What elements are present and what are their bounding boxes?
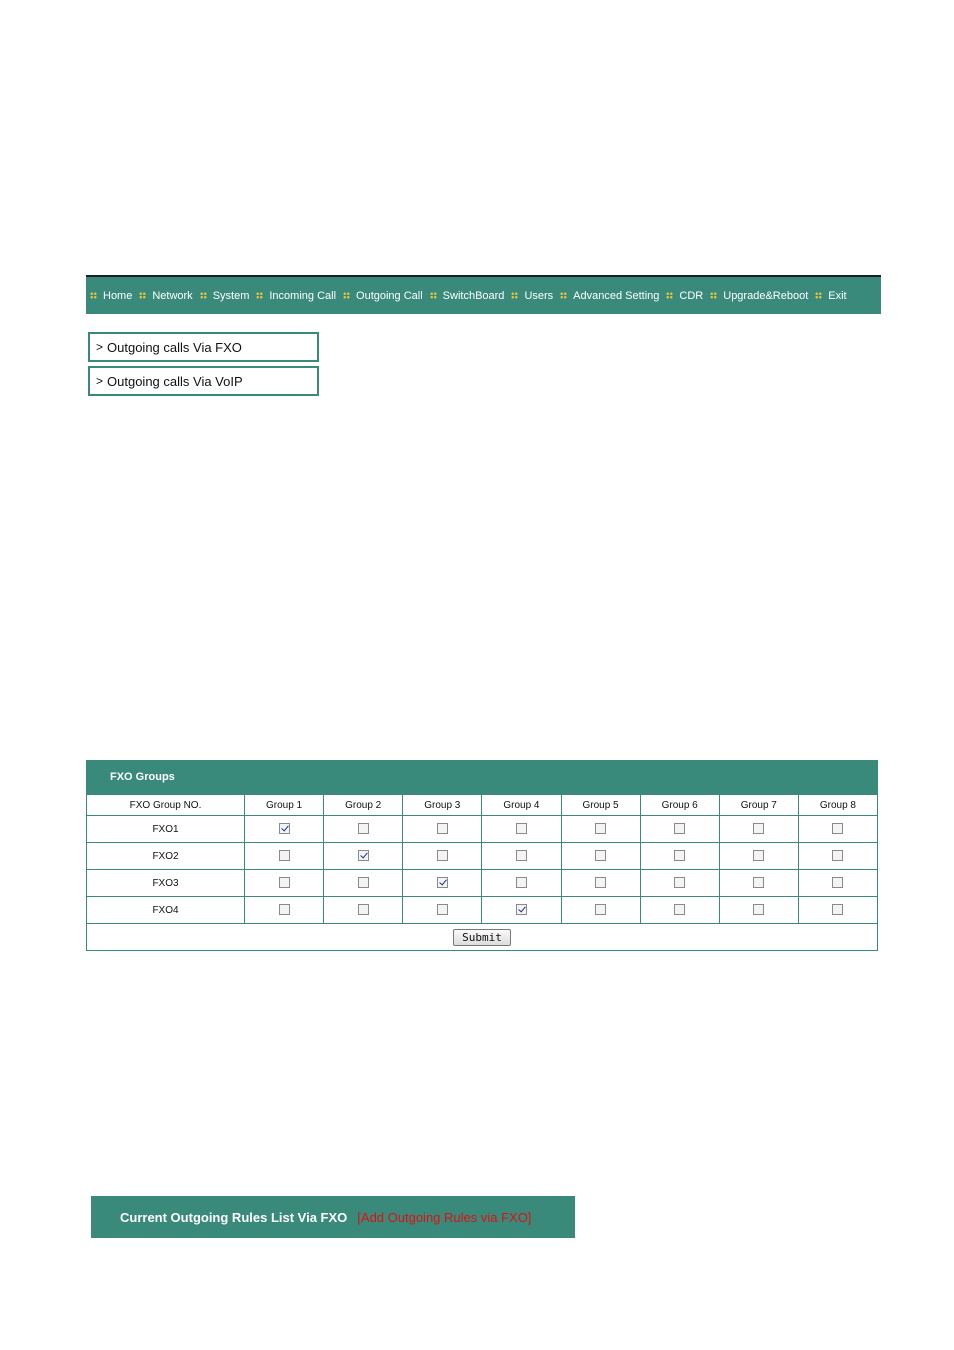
nav-label: System xyxy=(212,289,250,302)
group-cell xyxy=(640,816,719,843)
group-cell xyxy=(798,870,877,897)
group-checkbox[interactable] xyxy=(595,904,606,915)
submenu-outgoing-via-voip[interactable] xyxy=(88,366,319,396)
group-checkbox[interactable] xyxy=(279,823,290,834)
group-checkbox[interactable] xyxy=(437,877,448,888)
fxo-groups-panel xyxy=(86,760,878,951)
nav-item-users[interactable] xyxy=(511,290,553,302)
group-cell xyxy=(719,897,798,924)
group-cell xyxy=(245,843,324,870)
nav-item-outgoing-call[interactable] xyxy=(343,290,423,302)
fxo-port-name: FXO2 xyxy=(87,843,245,870)
bullet-icon xyxy=(815,292,822,299)
bullet-icon xyxy=(710,292,717,299)
group-cell xyxy=(798,816,877,843)
nav-label: Exit xyxy=(828,289,847,302)
table-row xyxy=(87,816,878,843)
group-checkbox[interactable] xyxy=(832,823,843,834)
group-cell xyxy=(719,870,798,897)
nav-item-cdr[interactable] xyxy=(666,290,703,302)
fxo-port-name: FXO1 xyxy=(87,816,245,843)
arrow-icon: > xyxy=(96,374,104,388)
group-cell xyxy=(245,897,324,924)
group-cell xyxy=(324,897,403,924)
bullet-icon xyxy=(430,292,437,299)
group-checkbox[interactable] xyxy=(437,904,448,915)
column-header: Group 8 xyxy=(798,795,877,816)
group-cell xyxy=(324,870,403,897)
group-cell xyxy=(245,870,324,897)
bullet-icon xyxy=(200,292,207,299)
group-checkbox[interactable] xyxy=(753,904,764,915)
group-cell xyxy=(798,843,877,870)
group-cell xyxy=(403,843,482,870)
group-cell xyxy=(482,843,561,870)
group-cell xyxy=(561,870,640,897)
nav-item-incoming-call[interactable] xyxy=(256,290,336,302)
submenu-label: Outgoing calls Via FXO xyxy=(107,339,242,355)
group-checkbox[interactable] xyxy=(279,850,290,861)
table-row xyxy=(87,843,878,870)
nav-item-upgrade-reboot[interactable] xyxy=(710,290,808,302)
table-row xyxy=(87,870,878,897)
column-header: FXO Group NO. xyxy=(87,795,245,816)
group-checkbox[interactable] xyxy=(516,904,527,915)
group-cell xyxy=(640,897,719,924)
bullet-icon xyxy=(511,292,518,299)
fxo-groups-table xyxy=(86,794,878,951)
group-checkbox[interactable] xyxy=(674,877,685,888)
submenu-label: Outgoing calls Via VoIP xyxy=(107,373,243,389)
column-header: Group 2 xyxy=(324,795,403,816)
bullet-icon xyxy=(560,292,567,299)
group-cell xyxy=(482,816,561,843)
submenu-outgoing-via-fxo[interactable] xyxy=(88,332,319,362)
nav-item-switchboard[interactable] xyxy=(430,290,505,302)
group-checkbox[interactable] xyxy=(279,904,290,915)
group-checkbox[interactable] xyxy=(358,904,369,915)
group-checkbox[interactable] xyxy=(516,877,527,888)
nav-label: Incoming Call xyxy=(269,289,337,302)
column-header: Group 7 xyxy=(719,795,798,816)
nav-item-home[interactable] xyxy=(90,290,132,302)
group-cell xyxy=(482,897,561,924)
fxo-port-name: FXO4 xyxy=(87,897,245,924)
group-checkbox[interactable] xyxy=(437,823,448,834)
column-header: Group 3 xyxy=(403,795,482,816)
arrow-icon: > xyxy=(96,340,104,354)
group-checkbox[interactable] xyxy=(674,823,685,834)
group-checkbox[interactable] xyxy=(674,904,685,915)
submit-cell xyxy=(87,924,878,951)
group-checkbox[interactable] xyxy=(753,877,764,888)
group-cell xyxy=(245,816,324,843)
group-cell xyxy=(640,843,719,870)
group-checkbox[interactable] xyxy=(674,850,685,861)
group-cell xyxy=(403,897,482,924)
group-cell xyxy=(640,870,719,897)
group-cell xyxy=(798,897,877,924)
group-cell xyxy=(719,843,798,870)
nav-item-exit[interactable] xyxy=(815,290,846,302)
group-checkbox[interactable] xyxy=(279,877,290,888)
nav-label: Home xyxy=(103,289,133,302)
group-checkbox[interactable] xyxy=(358,877,369,888)
group-checkbox[interactable] xyxy=(832,850,843,861)
nav-label: Advanced Setting xyxy=(573,289,660,302)
column-header: Group 4 xyxy=(482,795,561,816)
table-row xyxy=(87,897,878,924)
group-checkbox[interactable] xyxy=(595,823,606,834)
group-cell xyxy=(719,816,798,843)
nav-label: Upgrade&Reboot xyxy=(723,289,809,302)
group-cell xyxy=(561,843,640,870)
group-cell xyxy=(403,870,482,897)
group-checkbox[interactable] xyxy=(753,850,764,861)
submit-button[interactable]: Submit xyxy=(453,929,511,946)
table-header-row xyxy=(87,795,878,816)
add-outgoing-rule-link[interactable]: [Add Outgoing Rules via FXO] xyxy=(357,1209,532,1225)
top-nav-bar xyxy=(86,275,881,314)
nav-label: Users xyxy=(524,289,554,302)
nav-label: Outgoing Call xyxy=(356,289,423,302)
submit-row xyxy=(87,924,878,951)
bullet-icon xyxy=(666,292,673,299)
nav-label: Network xyxy=(152,289,193,302)
group-checkbox[interactable] xyxy=(437,850,448,861)
bullet-icon xyxy=(90,292,97,299)
bullet-icon xyxy=(139,292,146,299)
column-header: Group 6 xyxy=(640,795,719,816)
group-cell xyxy=(403,816,482,843)
nav-label: SwitchBoard xyxy=(442,289,505,302)
rules-title: Current Outgoing Rules List Via FXO xyxy=(120,1209,348,1225)
group-cell xyxy=(324,816,403,843)
bullet-icon xyxy=(256,292,263,299)
group-cell xyxy=(561,816,640,843)
nav-item-advanced-setting[interactable] xyxy=(560,290,659,302)
group-checkbox[interactable] xyxy=(358,850,369,861)
group-cell xyxy=(482,870,561,897)
group-checkbox[interactable] xyxy=(832,904,843,915)
column-header: Group 5 xyxy=(561,795,640,816)
nav-label: CDR xyxy=(679,289,704,302)
group-checkbox[interactable] xyxy=(753,823,764,834)
group-checkbox[interactable] xyxy=(595,850,606,861)
group-checkbox[interactable] xyxy=(516,850,527,861)
group-checkbox[interactable] xyxy=(358,823,369,834)
group-checkbox[interactable] xyxy=(595,877,606,888)
fxo-port-name: FXO3 xyxy=(87,870,245,897)
group-checkbox[interactable] xyxy=(516,823,527,834)
nav-item-network[interactable] xyxy=(139,290,192,302)
outgoing-rules-header xyxy=(91,1196,575,1238)
group-cell xyxy=(324,843,403,870)
group-cell xyxy=(561,897,640,924)
panel-title: FXO Groups xyxy=(86,760,878,794)
column-header: Group 1 xyxy=(245,795,324,816)
bullet-icon xyxy=(343,292,350,299)
group-checkbox[interactable] xyxy=(832,877,843,888)
nav-item-system[interactable] xyxy=(200,290,250,302)
